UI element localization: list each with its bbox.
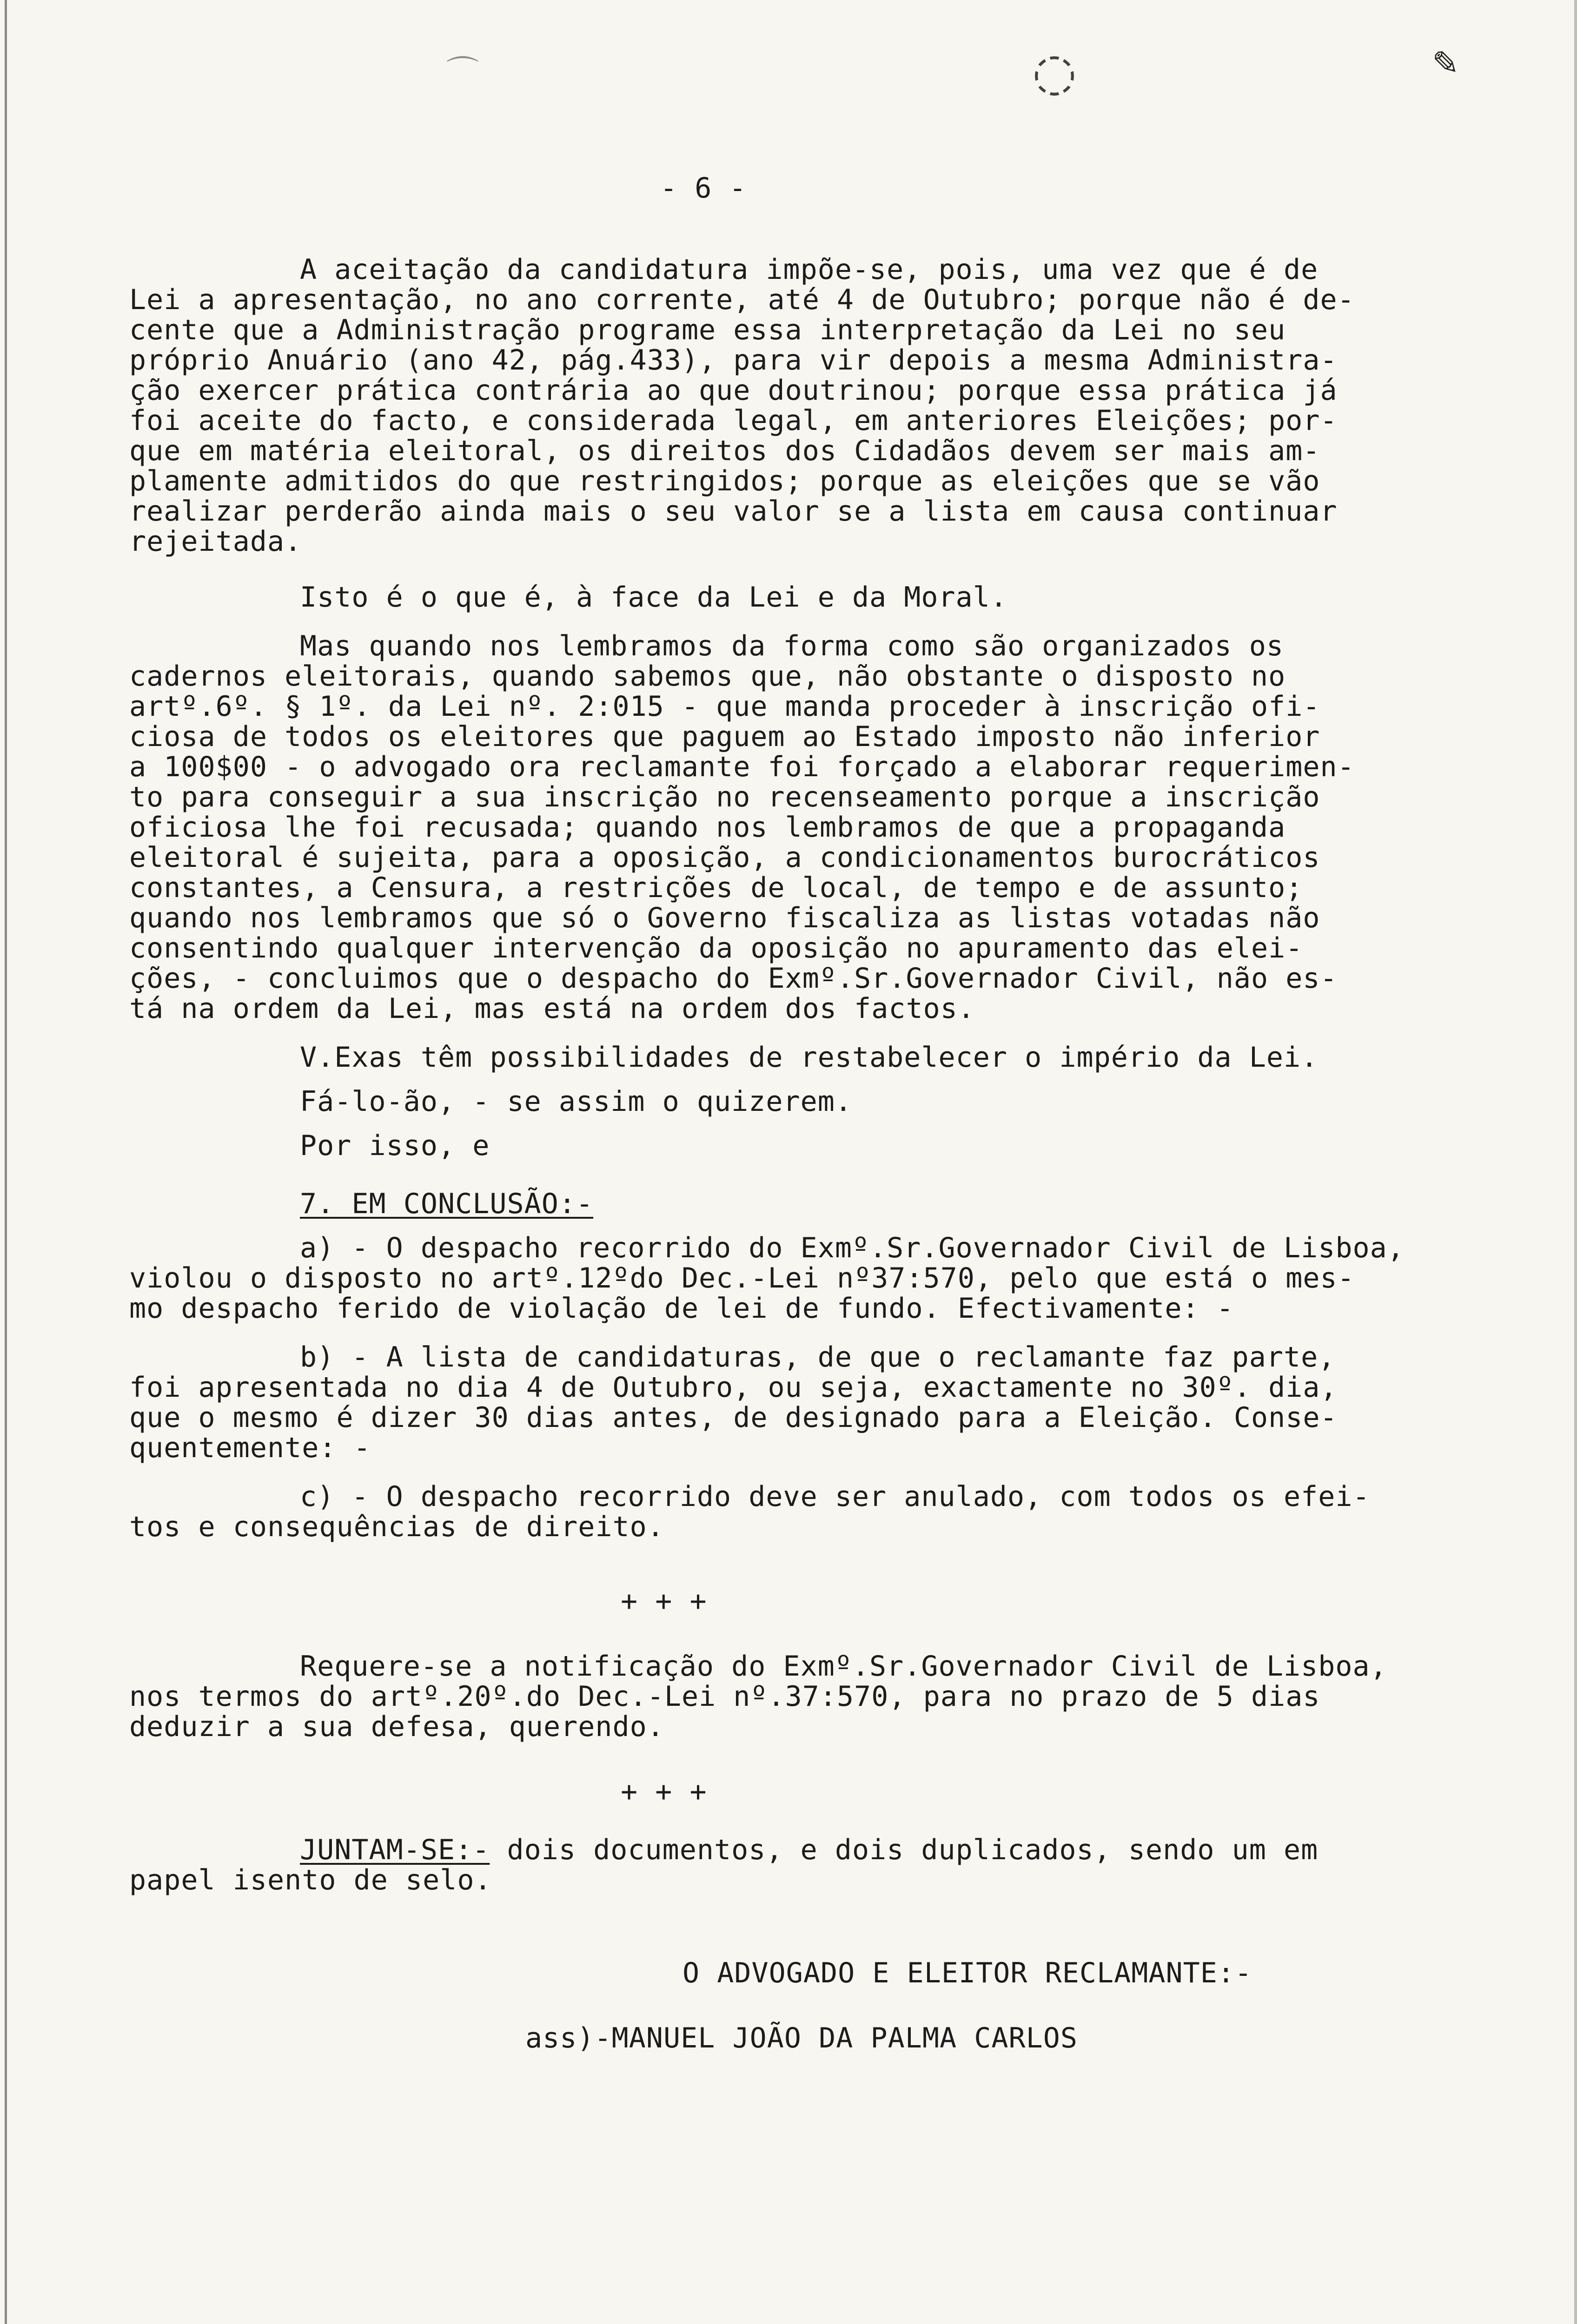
text-line: V.Exas têm possibilidades de restabelecer o império da Lei. xyxy=(300,1041,1319,1074)
text-line: b) - A lista de candidaturas, de que o reclamante faz parte, xyxy=(300,1341,1336,1373)
text-line: ciosa de todos os eleitores que paguem ao Estado imposto não inferior xyxy=(129,720,1320,753)
text-line: que em matéria eleitoral, os direitos dos Cidadãos devem ser mais am- xyxy=(129,435,1320,467)
text-line: tos e consequências de direito. xyxy=(129,1511,664,1543)
text-line: que o mesmo é dizer 30 dias antes, de designado para a Eleição. Conse- xyxy=(129,1401,1338,1434)
text-line: eleitoral é sujeita, para a oposição, a condicionamentos burocráticos xyxy=(129,841,1320,874)
text-line: artº.6º. § 1º. da Lei nº. 2:015 - que manda proceder à inscrição ofi- xyxy=(129,690,1320,723)
ink-smudge: ✎ xyxy=(1432,44,1459,82)
separator: + + + xyxy=(621,1585,707,1618)
scan-edge-right xyxy=(1574,0,1577,2324)
signature-name: ass)-MANUEL JOÃO DA PALMA CARLOS xyxy=(525,2022,1078,2054)
scan-mark: ⌒ xyxy=(446,53,479,92)
text-line: Requere-se a notificação do Exmº.Sr.Governador Civil de Lisboa, xyxy=(300,1650,1387,1683)
text-line: cadernos eleitorais, quando sabemos que, não obstante o disposto no xyxy=(129,660,1286,693)
text-line: ções, - concluimos que o despacho do Exmº.Sr.Governador Civil, não es- xyxy=(129,962,1338,995)
separator: + + + xyxy=(621,1776,707,1808)
text-line: Isto é o que é, à face da Lei e da Moral. xyxy=(300,581,1008,614)
text-line: Lei a apresentação, no ano corrente, até 4 de Outubro; porque não é de- xyxy=(129,284,1355,316)
text-line: cente que a Administração programe essa interpretação da Lei no seu xyxy=(129,314,1286,346)
section-heading: 7. EM CONCLUSÃO:- xyxy=(300,1188,594,1220)
text-line: Por isso, e xyxy=(300,1129,490,1162)
text-line: mo despacho ferido de violação de lei de fundo. Efectivamente: - xyxy=(129,1292,1234,1325)
text-line: Fá-lo-ão, - se assim o quizerem. xyxy=(300,1085,852,1118)
text-line: próprio Anuário (ano 42, pág.433), para vir depois a mesma Administra- xyxy=(129,344,1338,376)
text-line: c) - O despacho recorrido deve ser anulado, com todos os efei- xyxy=(300,1480,1370,1513)
text-line: plamente admitidos do que restringidos; porque as eleições que se vão xyxy=(129,465,1320,497)
text-line: ção exercer prática contrária ao que doutrinou; porque essa prática já xyxy=(129,374,1338,407)
text-line: nos termos do artº.20º.do Dec.-Lei nº.37:570, para no prazo de 5 dias xyxy=(129,1680,1320,1713)
text-line: Mas quando nos lembramos da forma como são organizados os xyxy=(300,630,1284,662)
punch-hole-mark: ◌ xyxy=(1032,42,1077,101)
text-line: a 100$00 - o advogado ora reclamante foi forçado a elaborar requerimen- xyxy=(129,751,1355,783)
text-line: a) - O despacho recorrido do Exmº.Sr.Governador Civil de Lisboa, xyxy=(300,1232,1405,1264)
scan-edge-left xyxy=(5,0,7,2324)
attachments-line xyxy=(300,1834,1318,1866)
text-line: constantes, a Censura, a restrições de local, de tempo e de assunto; xyxy=(129,872,1303,904)
text-line: foi aceite do facto, e considerada legal, em anteriores Eleições; por- xyxy=(129,404,1338,437)
text-line: A aceitação da candidatura impõe-se, pois, uma vez que é de xyxy=(300,253,1319,286)
text-line: papel isento de selo. xyxy=(129,1864,492,1896)
text-line: tá na ordem da Lei, mas está na ordem dos factos. xyxy=(129,992,975,1025)
attachments-label: JUNTAM-SE:- xyxy=(300,1834,490,1866)
text-line: rejeitada. xyxy=(129,525,302,558)
text-line: to para conseguir a sua inscrição no recenseamento porque a inscrição xyxy=(129,781,1320,813)
text-line: violou o disposto no artº.12ºdo Dec.-Lei nº37:570, pelo que está o mes- xyxy=(129,1262,1355,1294)
signature-title: O ADVOGADO E ELEITOR RECLAMANTE:- xyxy=(682,1957,1252,1989)
text-line: quentemente: - xyxy=(129,1432,371,1464)
page-number: - 6 - xyxy=(660,172,747,205)
text-line: consentindo qualquer intervenção da oposição no apuramento das elei- xyxy=(129,932,1303,964)
text-line: foi apresentada no dia 4 de Outubro, ou seja, exactamente no 30º. dia, xyxy=(129,1371,1338,1404)
text-line: realizar perderão ainda mais o seu valor se a lista em causa continuar xyxy=(129,495,1338,528)
text-line: quando nos lembramos que só o Governo fiscaliza as listas votadas não xyxy=(129,902,1320,934)
text-line: oficiosa lhe foi recusada; quando nos lembramos de que a propaganda xyxy=(129,811,1286,844)
text-line: deduzir a sua defesa, querendo. xyxy=(129,1710,664,1743)
attachments-text: dois documentos, e dois duplicados, sendo um em xyxy=(490,1834,1319,1866)
